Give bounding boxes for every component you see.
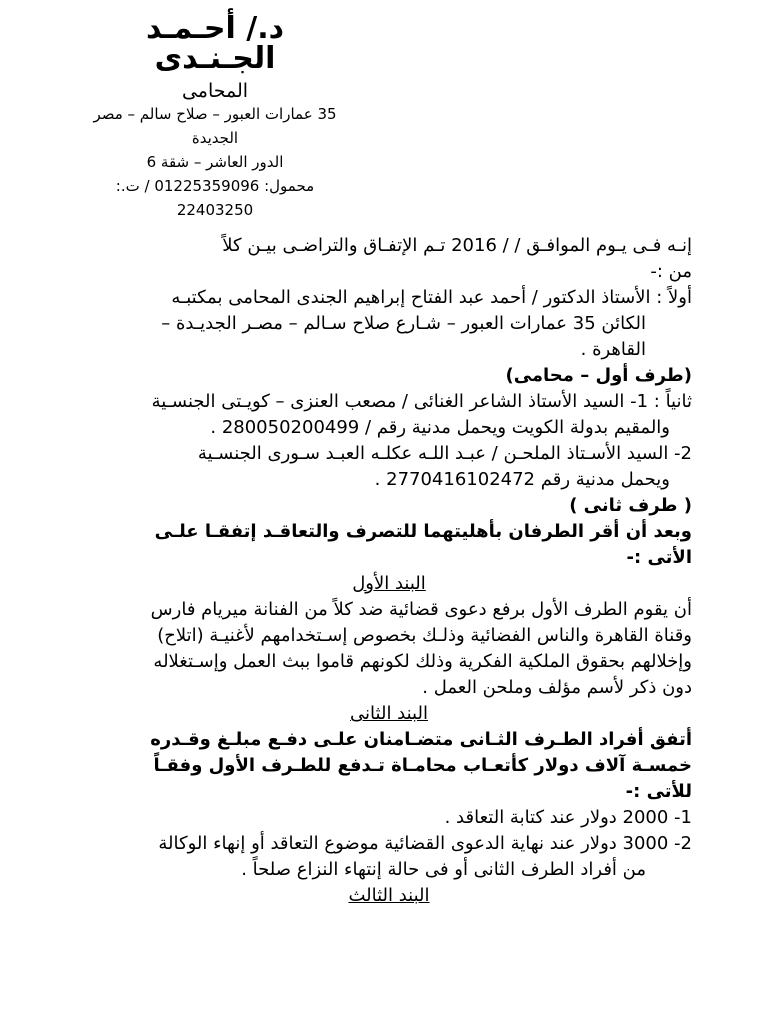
clause1-line3: وإخلالهم بحقوق الملكية الفكرية وذلك لكونهم قاموا ببث العمل وإسـتغلاله (153, 651, 692, 672)
clause3-title: البند الثالث (348, 885, 430, 906)
address-line1: 35 عمارات العبور – صلاح سالم – مصر (93, 105, 337, 123)
clause1-line2: وقناة القاهرة والناس الفضائية وذلـك بخصوص إسـتخدامهم لأغنيـة (اتلاح) (157, 625, 692, 646)
clause1-line4: دون ذكر لأسم مؤلف وملحن العمل . (422, 677, 692, 698)
phone-line2: 22403250 (176, 201, 254, 219)
address-line3: الدور العاشر – شقة 6 (146, 153, 284, 171)
payment-item-2-line1: 2- 3000 دولار عند نهاية الدعوى القضائية موضوع التعاقد أو إنهاء الوكالة (158, 833, 692, 854)
payment-item-2-line2: من أفراد الطرف الثانى أو فى حالة إنتهاء النزاع صلحاً . (241, 859, 646, 880)
first-party-label: (طرف أول – محامى) (505, 365, 692, 386)
lawyer-title: المحامى (181, 80, 249, 102)
clause2-title: البند الثانى (350, 703, 428, 724)
phone-line1: محمول: 01225359096 / ت.: (115, 177, 315, 195)
agreement-line1: وبعد أن أقر الطرفان بأهليتهما للتصرف والتعاقـد إتفقـا علـى (154, 521, 692, 542)
letterhead (70, 11, 360, 222)
first-party-line3: القاهرة . (580, 339, 646, 360)
first-party-line2: الكائن 35 عمارات العبور – شـارع صلاح سـالم – مصـر الجديـدة – (161, 313, 646, 334)
agreement-line2: الأتى :- (626, 547, 692, 568)
lawyer-name-line1: د./ أحـمـد (145, 11, 285, 46)
clause2-line3: للأتى :- (625, 781, 692, 802)
second-party-line3: 2- السيد الأسـتاذ الملحـن / عبـد اللـه عكلـه العبـد سـورى الجنسـية (197, 443, 692, 464)
clause1-title: البند الأول (352, 573, 426, 594)
second-party-line1: ثانياً : 1- السيد الأستاذ الشاعر الغنائى / مصعب العنزى – كويـتى الجنسـية (151, 391, 692, 412)
payment-item-1: 1- 2000 دولار عند كتابة التعاقد . (444, 807, 692, 828)
second-party-label: ( طرف ثانى ) (569, 495, 692, 516)
contract-body (86, 233, 692, 909)
first-party-line1: أولاً : الأستاذ الدكتور / أحمد عبد الفتاح إبراهيم الجندى المحامى بمكتبـه (171, 287, 692, 308)
clause2-line2: خمسـة آلاف دولار كأتعـاب محامـاة تـدفع للطـرف الأول وفقـاً (153, 755, 692, 776)
second-party-line4: ويحمل مدنية رقم 2770416102472 . (374, 469, 670, 490)
intro-line1: إنـه فـى يـوم الموافـق / / 2016 تـم الإتفـاق والتراضـى بيـن كلاً (222, 235, 692, 256)
address-line2: الجديدة (191, 129, 239, 147)
second-party-line2: والمقيم بدولة الكويت ويحمل مدنية رقم / 280050200499 . (210, 417, 670, 438)
lawyer-name-line2: الجـنـدى (154, 41, 276, 76)
clause2-line1: أتفق أفراد الطـرف الثـانى متضـامنان علـى دفـع مبلـغ وقـدره (150, 729, 692, 750)
intro-line2: من :- (650, 261, 692, 282)
clause1-line1: أن يقوم الطرف الأول برفع دعوى قضائية ضد كلاً من الفنانة ميريام فارس (150, 599, 692, 620)
